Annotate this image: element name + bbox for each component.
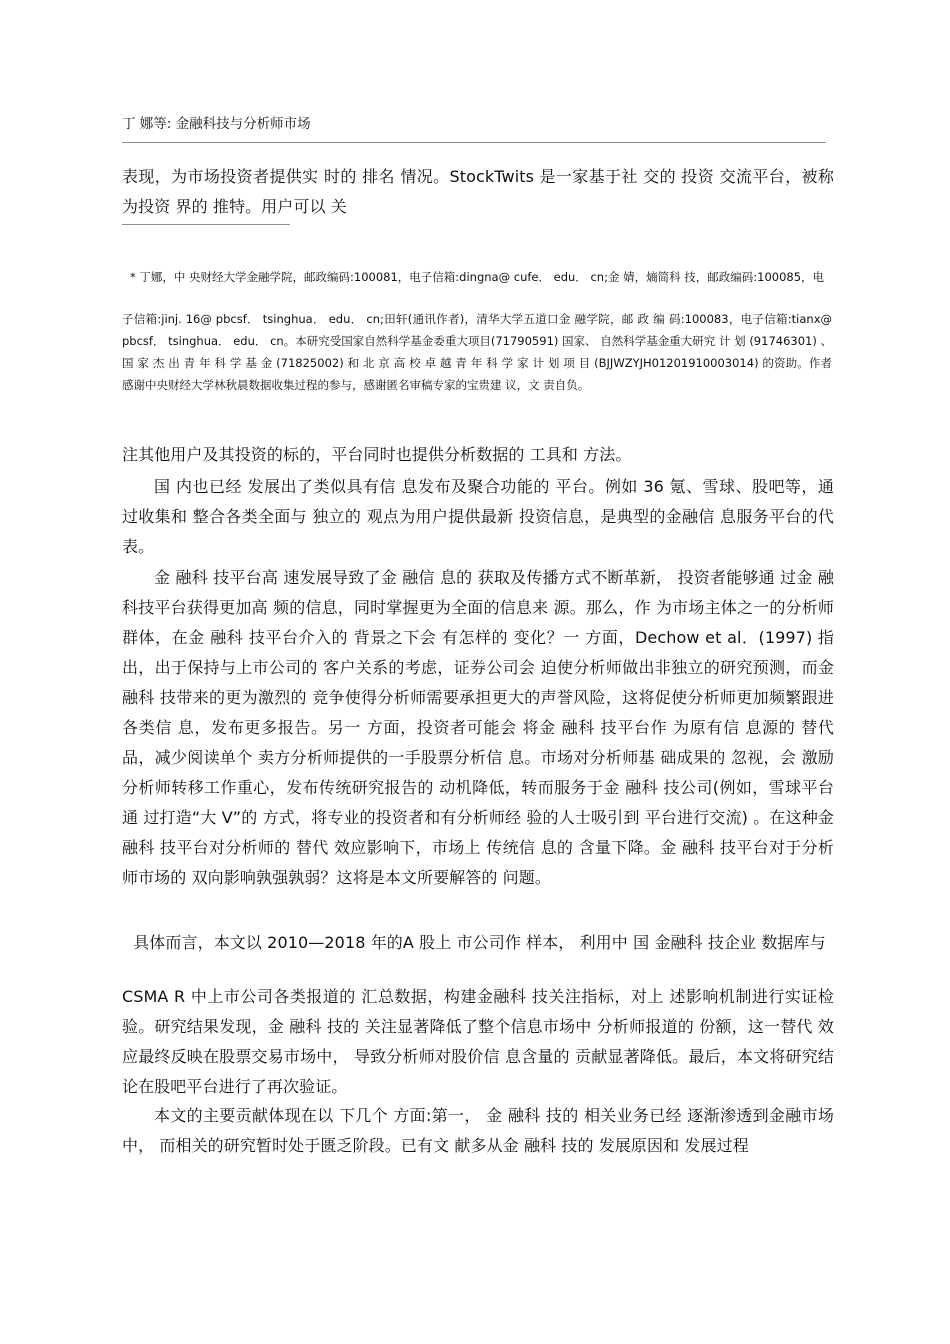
- body-paragraph-continuation: 注其他用户及其投资的标的，平台同时也提供分析数据的 工具和 方法。: [122, 445, 632, 464]
- body-paragraph-specific: CSMA R 中上市公司各类报道的 汇总数据，构建金融科 技关注指标，对上 述影响机制进行实证检验。研究结果发现，金 融科 技的 关注显著降低了整个信息市场中 分析师报道的 份额，这一替代 效应最终反映在股票交易市场中， 导致分析师对股价信 息含量的 贡献显著降低。最后，本文将研究结论在股吧平台进行了再次验证。: [122, 987, 834, 1096]
- footnote-body: 子信箱:jinj. 16@ pbcsf． tsinghua． edu． cn;田轩(通讯作者)，清华大学五道口金 融学院，邮 政 编 码:100083，电子信箱:tianx@ pbcsf． tsinghua． edu． cn。本研究受国家自然科学基金委重大项目(71790591) 国家、 自然科学基金重大研究 计 划 (91746301) 、 国 家 杰 出 青 年 科 学 基 金 (71825002) 和 北 京 高 校 卓 越 青 年 科 学 家 计 划 项 目 (BJJWZYJH01201910003014) 的资助。作者感谢中央财经大学林秋晨数据收集过程的参与，感谢匿名审稿专家的宝贵建 议，文 责自负。: [122, 312, 832, 392]
- body-paragraph-specific-line1: 具体而言，本文以 2010—2018 年的A 股上 市公司作 样本， 利用中 国 金融科 技企业 数据库与: [133, 933, 826, 952]
- footnote-separator: [122, 224, 290, 225]
- footnote-line1: * 丁娜，中 央财经大学金融学院，邮政编码:100081，电子信箱:dingna@ cufe． edu． cn;金 婧，熵简科 技，邮政编码:100085，电: [129, 270, 825, 284]
- body-paragraph-top: 表现，为市场投资者提供实 时的 排名 情况。StockTwits 是一家基于社 交的 投资 交流平台，被称为投资 界的 推特。用户可以 关: [122, 167, 834, 216]
- running-header: 丁 娜等: 金融科技与分析师市场: [122, 114, 826, 143]
- body-paragraph-domestic: 国 内也已经 发展出了类似具有信 息发布及聚合功能的 平台。例如 36 氪、雪球、股吧等，通 过收集和 整合各类全面与 独立的 观点为用户提供最新 投资信息，是典型的金融信 息服务平台的代表。: [122, 477, 834, 556]
- body-paragraph-contributions: 本文的主要贡献体现在以 下几个 方面:第一， 金 融科 技的 相关业务已经 逐渐渗透到金融市场中， 而相关的研究暂时处于匮乏阶段。已有文 献多从金 融科 技的 发展原因和 发展过程: [122, 1106, 834, 1155]
- body-paragraph-fintech: 金 融科 技平台高 速发展导致了金 融信 息的 获取及传播方式不断革新， 投资者能够通 过金 融科技平台获得更加高 频的信息，同时掌握更为全面的信息来 源。那么，作 为市场主体之一的分析师群体，在金 融科 技平台介入的 背景之下会 有怎样的 变化？一 方面，Dechow et al．(1997) 指出，出于保持与上市公司的 客户关系的考虑，证券公司会 迫使分析师做出非独立的研究预测，而金 融科 技带来的更为激烈的 竞争使得分析师需要承担更大的声誉风险，这将促使分析师更加频繁跟进各类信 息，发布更多报告。另一 方面，投资者可能会 将金 融科 技平台作 为原有信 息源的 替代 品，减少阅读单个 卖方分析师提供的一手股票分析信 息。市场对分析师基 础成果的 忽视，会 激励分析师转移工作重心，发布传统研究报告的 动机降低，转而服务于金 融科 技公司(例如，雪球平台通 过打造“大 V”的 方式，将专业的投资者和有分析师经 验的人士吸引到 平台进行交流) 。在这种金 融科 技平台对分析师的 替代 效应影响下，市场上 传统信 息的 含量下降。金 融科 技平台对于分析师市场的 双向影响孰强孰弱？这将是本文所要解答的 问题。: [122, 568, 834, 887]
